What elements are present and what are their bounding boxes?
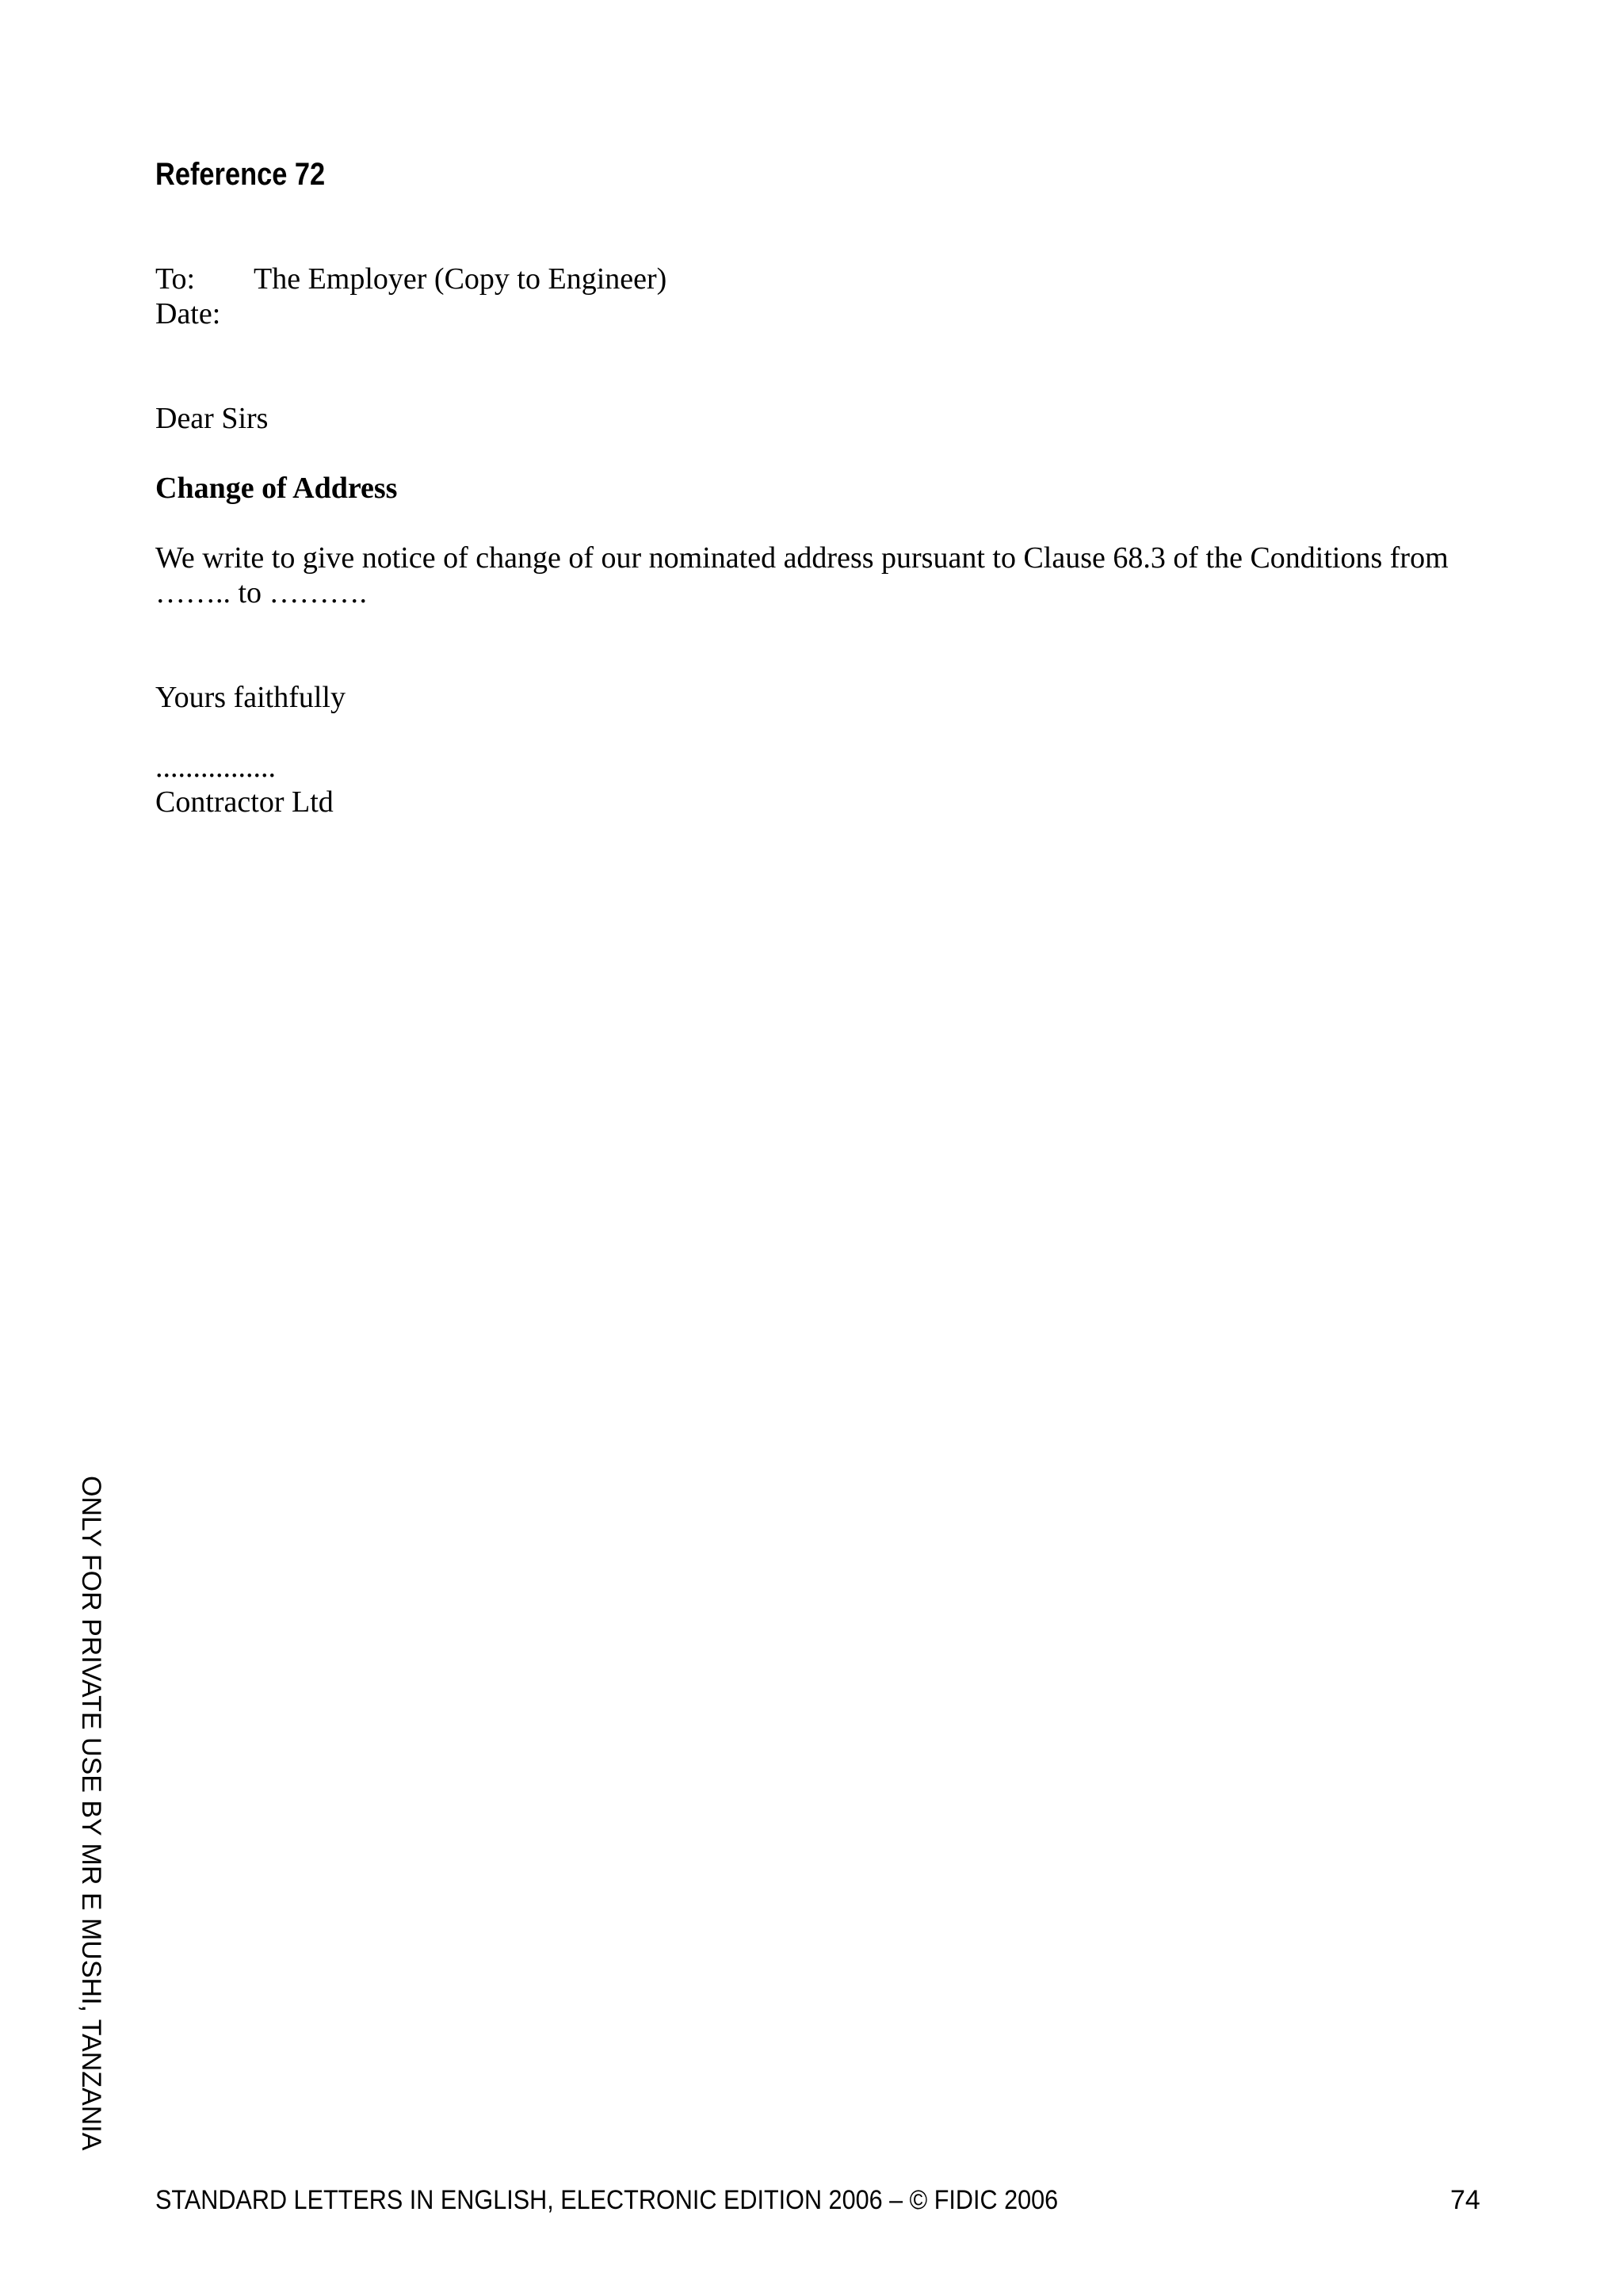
to-label: To: xyxy=(155,262,196,296)
footer-title: STANDARD LETTERS IN ENGLISH, ELECTRONIC EDITION 2006 – © FIDIC 2006 xyxy=(155,2185,1059,2215)
closing: Yours faithfully xyxy=(155,681,346,714)
to-recipient: The Employer (Copy to Engineer) xyxy=(254,262,667,296)
to-line xyxy=(155,262,666,296)
signatory: Contractor Ltd xyxy=(155,785,334,819)
date-label: Date: xyxy=(155,297,221,330)
body-line-1: We write to give notice of change of our nominated address pursuant to Clause 68.3 of the Conditions from xyxy=(155,541,1449,575)
reference-heading: Reference 72 xyxy=(155,157,326,192)
body-paragraph xyxy=(155,541,1487,610)
signature-line: ................ xyxy=(155,751,276,784)
subject-heading: Change of Address xyxy=(155,472,398,505)
salutation: Dear Sirs xyxy=(155,402,269,435)
body-line-2: …….. to ………. xyxy=(155,576,368,609)
page-number: 74 xyxy=(1450,2185,1480,2215)
side-watermark-text: ONLY FOR PRIVATE USE BY MR E MUSHI, TANZANIA xyxy=(76,1476,106,2151)
